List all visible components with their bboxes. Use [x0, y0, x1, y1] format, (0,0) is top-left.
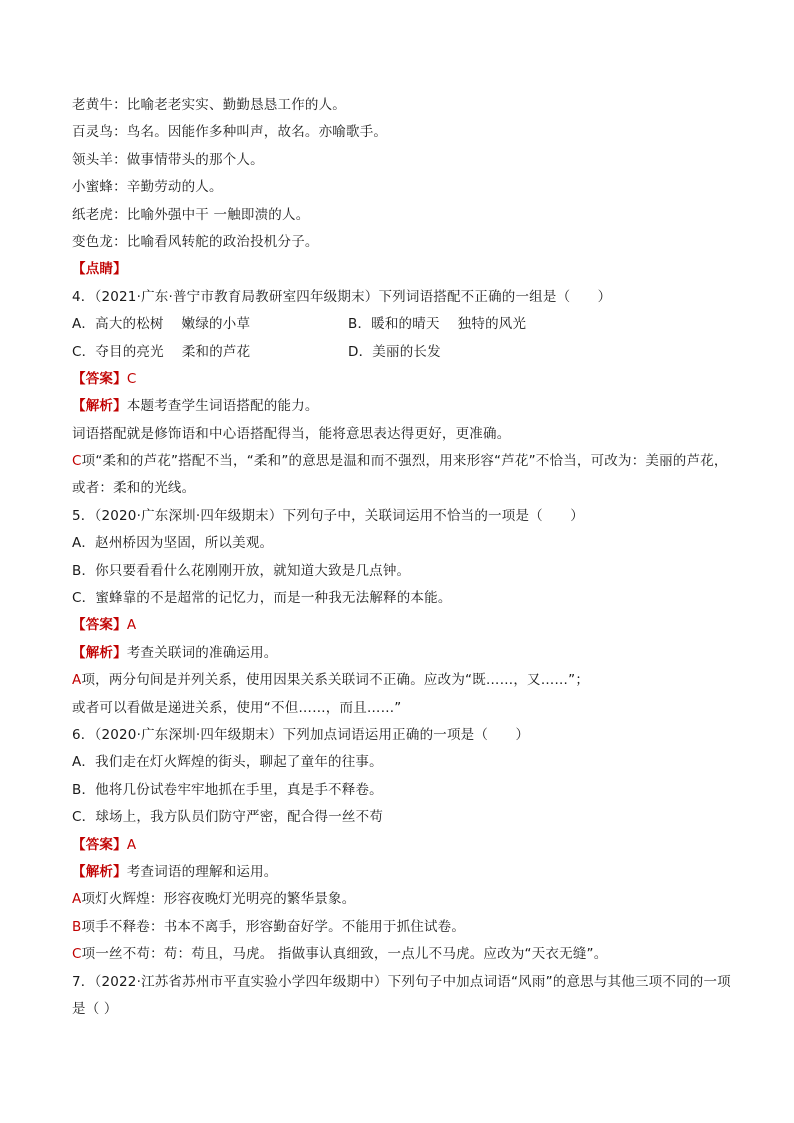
- q6-note-1: [72, 886, 732, 913]
- q6-note-3-text: 项一丝不苟：苟：苟且，马虎。 指做事认真细致，一点儿不马虎。应改为“天衣无缝”。: [81, 946, 608, 963]
- q6-stem: 6．（2020·广东深圳·四年级期末）下列加点词语运用正确的一项是（ ）: [72, 727, 530, 744]
- q6-note-3-option: C: [72, 946, 82, 963]
- q4-option-b-2: 独特的风光: [457, 316, 527, 333]
- q5-option-a: A．赵州桥因为坚固，所以美观。: [72, 535, 274, 552]
- q5-option-b: B．你只要看看什么花刚刚开放，就知道大致是几点钟。: [72, 562, 411, 579]
- q5-answer-value: A: [126, 617, 137, 634]
- document-page: [72, 92, 732, 1023]
- q4-note-2: [72, 448, 732, 503]
- q4-note-1: 词语搭配就是修饰语和中心语搭配得当，能将意思表达得更好，更准确。: [72, 425, 511, 442]
- q6-option-a: A．我们走在灯火辉煌的街头，聊起了童年的往事。: [72, 754, 383, 771]
- answer-label: 【答案】: [72, 617, 127, 634]
- q7-stem: 7．（2022·江苏省苏州市平直实验小学四年级期中）下列句子中加点词语“风雨”的意思与其他三项不同的一项是（ ）: [72, 973, 731, 1017]
- q4-analysis: [72, 393, 732, 420]
- analysis-label: 【解析】: [72, 644, 127, 661]
- q6-option-c: C．球场上，我方队员们防守严密，配合得一丝不苟: [72, 809, 384, 826]
- definition-4: 小蜜蜂：辛勤劳动的人。: [72, 179, 223, 196]
- dianjing-tag: [72, 256, 732, 283]
- definition-3: 领头羊：做事情带头的那个人。: [72, 151, 264, 168]
- q5-analysis: [72, 640, 732, 667]
- q4-options-row-2: [72, 339, 732, 366]
- q4-option-a-2: 嫩绿的小草: [181, 316, 251, 333]
- q6-note-1-option: A: [72, 891, 82, 908]
- q4-options-row-1: [72, 311, 732, 338]
- q6-note-3: [72, 941, 732, 968]
- q5-note-1: [72, 667, 732, 694]
- q6-option-b: B．他将几份试卷牢牢地抓在手里，真是手不释卷。: [72, 781, 383, 798]
- q5-note-2: 或者可以看做是递进关系，使用“不但……，而且……”: [72, 699, 402, 716]
- q4-option-c-2: 柔和的芦花: [181, 343, 251, 360]
- q6-analysis: [72, 859, 732, 886]
- answer-label: 【答案】: [72, 836, 127, 853]
- q4-option-a-1: A．高大的松树: [72, 316, 164, 333]
- q4-analysis-text: 本题考查学生词语搭配的能力。: [126, 398, 319, 415]
- q5-option-c: C．蜜蜂靠的不是超常的记忆力，而是一种我无法解释的本能。: [72, 590, 452, 607]
- definition-2: 百灵鸟：鸟名。因能作多种叫声，故名。亦喻歌手。: [72, 124, 388, 141]
- q4-stem: 4．（2021·广东·普宁市教育局教研室四年级期末）下列词语搭配不正确的一组是（ ）: [72, 288, 612, 305]
- q4-option-d-1: D．美丽的长发: [348, 343, 441, 360]
- q5-note-1-text: 项，两分句间是并列关系，使用因果关系关联词不正确。应改为“既……，又……”；: [81, 672, 590, 689]
- definition-1: 老黄牛：比喻老老实实、勤勤恳恳工作的人。: [72, 97, 346, 113]
- analysis-label: 【解析】: [72, 863, 127, 880]
- q6-analysis-text: 考查词语的理解和运用。: [126, 863, 278, 880]
- q6-note-2-text: 项手不释卷：书本不离手，形容勤奋好学。不能用于抓住试卷。: [81, 918, 466, 935]
- dianjing-label: 【点睛】: [72, 261, 127, 278]
- q6-answer-value: A: [126, 836, 137, 853]
- q4-note-2-text: 项“柔和的芦花”搭配不当，“柔和”的意思是温和而不强烈，用来形容“芦花”不恰当，可改为：美丽的芦花，或者：柔和的光线。: [72, 453, 728, 497]
- q4-note-2-option: C: [72, 453, 82, 470]
- analysis-label: 【解析】: [72, 398, 127, 415]
- definition-6: 变色龙：比喻看风转舵的政治投机分子。: [72, 233, 319, 250]
- q6-answer: [72, 832, 732, 859]
- q4-answer: [72, 366, 732, 393]
- definition-5: 纸老虎：比喻外强中干 一触即溃的人。: [72, 206, 310, 223]
- q4-answer-value: C: [126, 370, 137, 387]
- q5-analysis-text: 考查关联词的准确运用。: [126, 644, 278, 661]
- q6-note-2-option: B: [72, 918, 82, 935]
- q4-option-b-1: B．暖和的晴天: [348, 316, 440, 333]
- q5-note-1-option: A: [72, 672, 82, 689]
- q4-option-c-1: C．夺目的亮光: [72, 343, 164, 360]
- q6-note-1-text: 项灯火辉煌：形容夜晚灯光明亮的繁华景象。: [81, 891, 356, 908]
- answer-label: 【答案】: [72, 370, 127, 387]
- q5-stem: 5．（2020·广东深圳·四年级期末）下列句子中，关联词运用不恰当的一项是（ ）: [72, 507, 584, 524]
- q5-answer: [72, 612, 732, 639]
- q6-note-2: [72, 914, 732, 941]
